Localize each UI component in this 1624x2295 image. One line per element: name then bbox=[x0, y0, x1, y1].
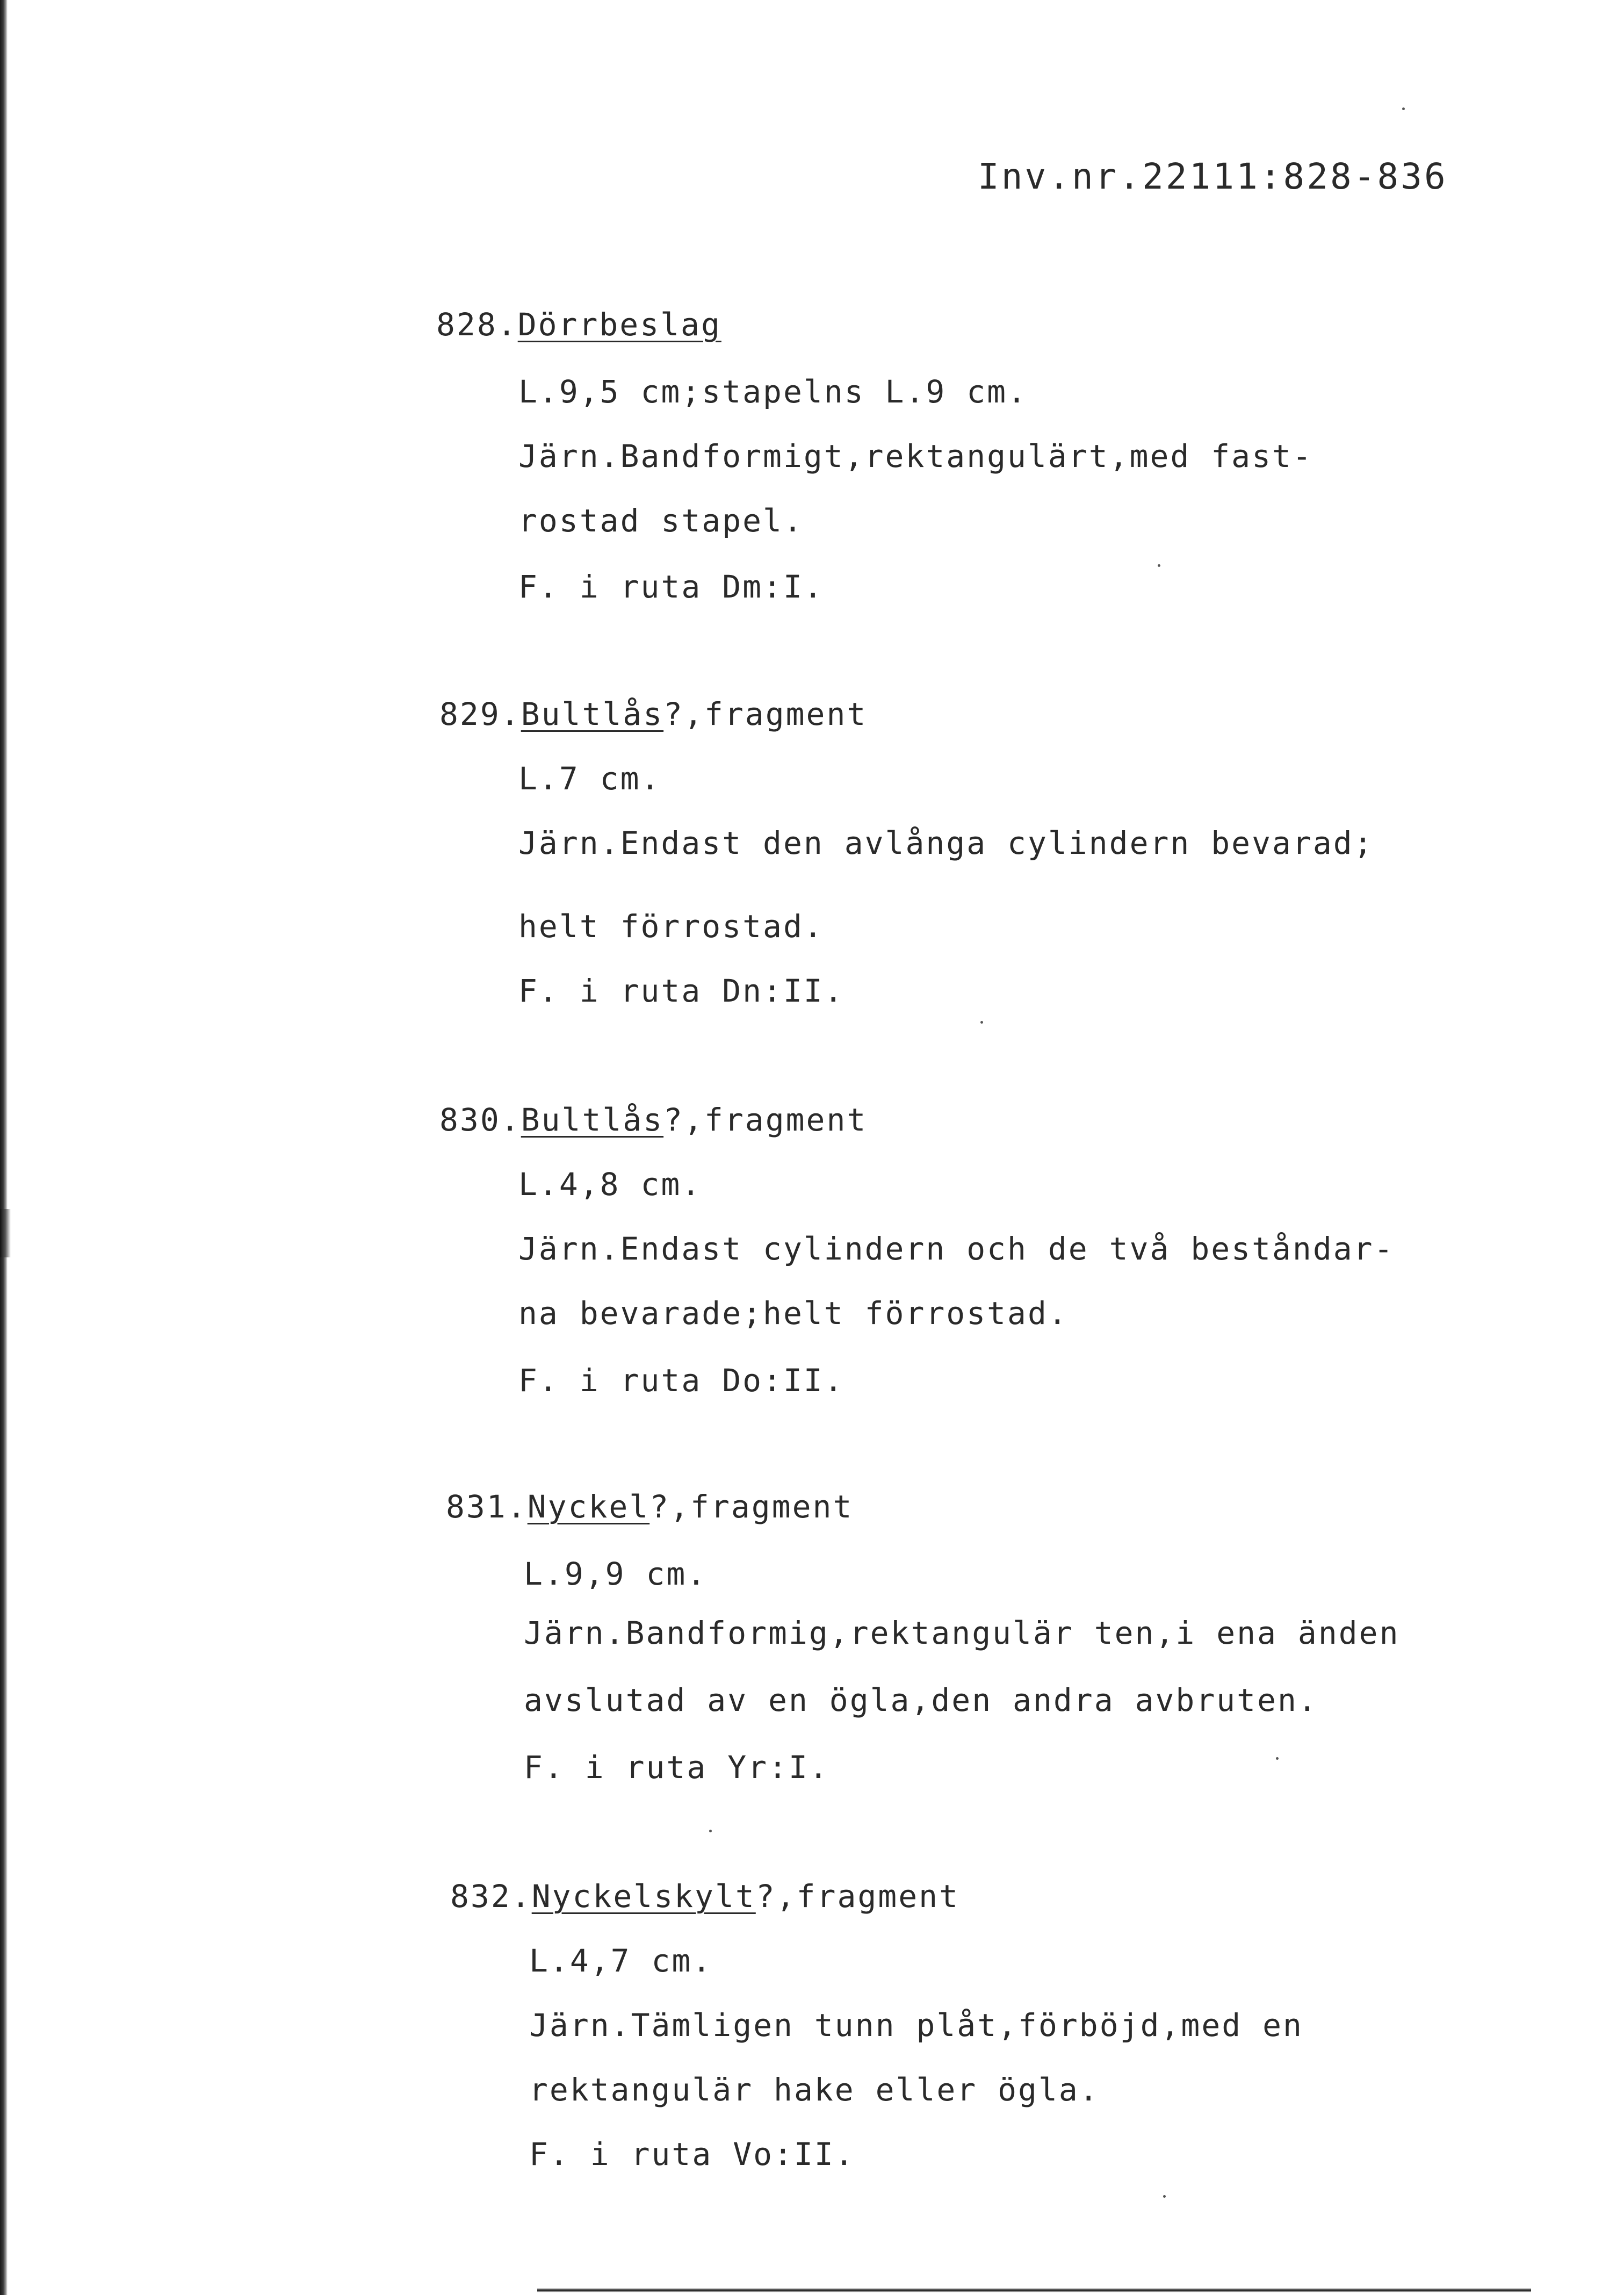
entry-heading bbox=[439, 1102, 867, 1138]
entry-find-location: F. i ruta Vo:II. bbox=[529, 2136, 855, 2172]
entry-number: 832. bbox=[450, 1878, 532, 1915]
entry-description: Järn.Bandformig,rektangulär ten,i ena änden bbox=[524, 1615, 1400, 1651]
entry-heading bbox=[436, 306, 721, 343]
page-left-edge-shadow bbox=[0, 0, 8, 2295]
entry-description-continued: na bevarade;helt förrostad. bbox=[518, 1295, 1069, 1332]
entry-heading bbox=[450, 1878, 959, 1915]
entry-measurements: L.4,8 cm. bbox=[518, 1166, 702, 1203]
entry-measurements: L.9,9 cm. bbox=[524, 1556, 708, 1592]
entry-title: Nyckel bbox=[527, 1488, 650, 1525]
entry-number: 829. bbox=[439, 696, 521, 732]
entry-find-location: F. i ruta Dn:II. bbox=[518, 973, 845, 1009]
entry-qualifier: ?,fragment bbox=[663, 1102, 868, 1138]
scan-speck bbox=[1276, 1757, 1279, 1760]
entry-title: Dörrbeslag bbox=[517, 306, 721, 343]
page-bottom-edge-shadow bbox=[537, 2288, 1531, 2292]
scan-speck bbox=[1402, 107, 1405, 110]
entry-find-location: F. i ruta Dm:I. bbox=[518, 569, 824, 605]
entry-qualifier: ?,fragment bbox=[755, 1878, 959, 1915]
entry-find-location: F. i ruta Yr:I. bbox=[524, 1749, 829, 1786]
scan-speck bbox=[980, 1021, 983, 1024]
entry-title: Nyckelskylt bbox=[531, 1878, 756, 1915]
entry-number: 828. bbox=[436, 306, 518, 343]
entry-heading bbox=[439, 696, 867, 732]
page-left-edge-mark bbox=[0, 1209, 11, 1257]
scan-speck bbox=[1163, 2195, 1166, 2198]
entry-description-continued: helt förrostad. bbox=[518, 908, 824, 945]
entry-title: Bultlås bbox=[521, 696, 664, 732]
scan-speck bbox=[1158, 564, 1160, 567]
entry-description-continued: avslutad av en ögla,den andra avbruten. bbox=[524, 1682, 1318, 1718]
entry-description: Järn.Tämligen tunn plåt,förböjd,med en bbox=[529, 2007, 1303, 2044]
entry-number: 830. bbox=[439, 1102, 521, 1138]
entry-measurements: L.7 cm. bbox=[518, 760, 661, 797]
entry-description-continued: rektangulär hake eller ögla. bbox=[529, 2071, 1100, 2108]
inventory-number: Inv.nr.22111:828-836 bbox=[978, 156, 1448, 197]
entry-find-location: F. i ruta Do:II. bbox=[518, 1362, 845, 1399]
scan-speck bbox=[709, 1830, 712, 1832]
entry-qualifier: ?,fragment bbox=[649, 1488, 854, 1525]
entry-measurements: L.9,5 cm;stapelns L.9 cm. bbox=[518, 373, 1028, 410]
entry-description: Järn.Endast cylindern och de två beståndar- bbox=[518, 1231, 1395, 1267]
entry-qualifier: ?,fragment bbox=[663, 696, 868, 732]
entry-title: Bultlås bbox=[521, 1102, 664, 1138]
entry-measurements: L.4,7 cm. bbox=[529, 1943, 713, 1979]
entry-heading bbox=[446, 1488, 853, 1525]
entry-number: 831. bbox=[446, 1488, 528, 1525]
entry-description: Järn.Bandformigt,rektangulärt,med fast- bbox=[518, 438, 1313, 474]
entry-description-continued: rostad stapel. bbox=[518, 502, 804, 539]
entry-description: Järn.Endast den avlånga cylindern bevarad; bbox=[518, 825, 1374, 861]
